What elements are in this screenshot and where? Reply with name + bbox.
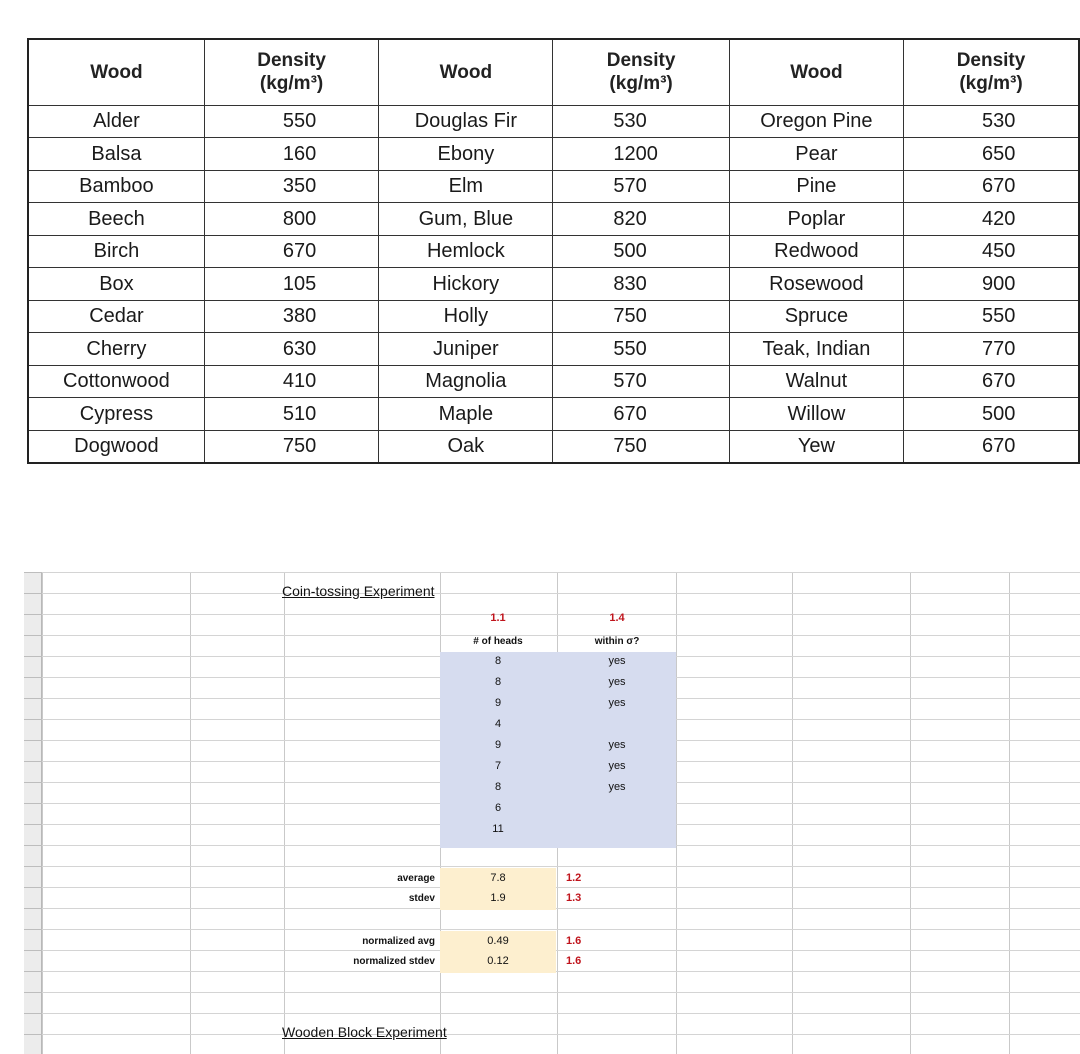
table-row [28, 333, 1079, 366]
wood-name: Bamboo [28, 170, 204, 203]
density-value: 450 [904, 235, 1079, 268]
grid-row-line [24, 572, 1080, 573]
heads-value: 11 [492, 823, 504, 835]
density-value: 410 [204, 365, 378, 398]
row-header-tick [24, 971, 42, 972]
heads-mark: 1.1 [490, 612, 506, 624]
wood-name: Cherry [28, 333, 204, 366]
within-sigma-value: yes [608, 760, 626, 772]
stat-value: 1.9 [490, 892, 506, 904]
stat-mark: 1.2 [566, 872, 582, 884]
table-row [28, 170, 1079, 203]
density-value: 1200 [553, 138, 729, 171]
row-header-tick [24, 1013, 42, 1014]
row-header-tick [24, 950, 42, 951]
wood-name: Maple [379, 398, 553, 431]
wood-name: Cypress [28, 398, 204, 431]
wood-name: Beech [28, 203, 204, 236]
density-value: 670 [904, 170, 1079, 203]
wood-name: Box [28, 268, 204, 301]
stat-label: average [397, 873, 435, 884]
grid-row-line [24, 1034, 1080, 1035]
wood-name: Oregon Pine [729, 105, 903, 138]
grid-column-line [190, 572, 191, 1054]
table-row [28, 105, 1079, 138]
heads-value: 9 [494, 739, 502, 751]
stat-mark: 1.6 [566, 935, 582, 947]
row-header-tick [24, 698, 42, 699]
grid-column-line [42, 572, 43, 1054]
header-wood-1: Wood [28, 39, 204, 105]
row-header-tick [24, 929, 42, 930]
density-value: 750 [204, 430, 378, 463]
within-sigma-value: yes [608, 655, 626, 667]
wood-name: Hemlock [379, 235, 553, 268]
grid-column-line [910, 572, 911, 1054]
wood-name: Dogwood [28, 430, 204, 463]
row-header-tick [24, 593, 42, 594]
density-value: 550 [553, 333, 729, 366]
wood-name: Spruce [729, 300, 903, 333]
wood-name: Poplar [729, 203, 903, 236]
density-value: 160 [204, 138, 378, 171]
density-value: 530 [553, 105, 729, 138]
stat-label: stdev [408, 893, 435, 904]
wood-name: Hickory [379, 268, 553, 301]
table-row [28, 268, 1079, 301]
wood-name: Walnut [729, 365, 903, 398]
within-sigma-value [558, 716, 676, 733]
density-value: 550 [204, 105, 378, 138]
heads-value: 7 [494, 760, 502, 772]
wood-name: Yew [729, 430, 903, 463]
wood-name: Alder [28, 105, 204, 138]
grid-column-line [284, 572, 285, 1054]
row-header-tick [24, 572, 42, 573]
within-sigma-value [558, 821, 676, 838]
table-row [28, 430, 1079, 463]
wood-name: Cottonwood [28, 365, 204, 398]
table-row [28, 235, 1079, 268]
density-value: 670 [553, 398, 729, 431]
grid-row-line [24, 929, 1080, 930]
within-mark: 1.4 [609, 612, 625, 624]
table-row [28, 398, 1079, 431]
row-header-tick [24, 740, 42, 741]
row-header-tick [24, 719, 42, 720]
wood-name: Rosewood [729, 268, 903, 301]
table-row [28, 365, 1079, 398]
within-sigma-value: yes [608, 781, 626, 793]
row-header-tick [24, 992, 42, 993]
grid-row-line [24, 593, 1080, 594]
density-value: 650 [904, 138, 1079, 171]
table-header-row [28, 39, 1079, 105]
wood-name: Pear [729, 138, 903, 171]
stat-label: normalized stdev [353, 956, 435, 967]
heads-value: 8 [494, 676, 502, 688]
grid-column-line [1009, 572, 1010, 1054]
header-density-1: Density (kg/m³) [204, 39, 378, 105]
density-value: 670 [904, 365, 1079, 398]
within-header: within σ? [594, 636, 640, 647]
wood-name: Gum, Blue [379, 203, 553, 236]
wood-name: Oak [379, 430, 553, 463]
row-header-tick [24, 761, 42, 762]
row-header-tick [24, 1034, 42, 1035]
heads-value: 8 [494, 781, 502, 793]
row-header-tick [24, 824, 42, 825]
stat-value: 0.49 [487, 935, 509, 947]
heads-value: 4 [494, 718, 502, 730]
wood-name: Teak, Indian [729, 333, 903, 366]
stat-value: 7.8 [490, 872, 506, 884]
wood-name: Willow [729, 398, 903, 431]
table-row [28, 138, 1079, 171]
row-header-tick [24, 887, 42, 888]
grid-row-line [24, 1013, 1080, 1014]
heads-value: 6 [494, 802, 502, 814]
header-density-3: Density (kg/m³) [904, 39, 1079, 105]
row-header-tick [24, 656, 42, 657]
density-value: 750 [553, 430, 729, 463]
within-sigma-value [558, 800, 676, 817]
stat-label: normalized avg [362, 936, 435, 947]
row-header-tick [24, 803, 42, 804]
stat-mark: 1.3 [566, 892, 582, 904]
coin-tossing-title: Coin-tossing Experiment [282, 583, 435, 599]
header-wood-2: Wood [379, 39, 553, 105]
table-row [28, 203, 1079, 236]
within-sigma-value: yes [608, 739, 626, 751]
row-header-tick [24, 845, 42, 846]
density-value: 500 [904, 398, 1079, 431]
row-header-tick [24, 908, 42, 909]
grid-column-line [676, 572, 677, 1054]
header-density-2: Density (kg/m³) [553, 39, 729, 105]
grid-column-line [792, 572, 793, 1054]
row-header-tick [24, 635, 42, 636]
wood-name: Juniper [379, 333, 553, 366]
wood-name: Douglas Fir [379, 105, 553, 138]
within-sigma-value: yes [608, 676, 626, 688]
wood-name: Magnolia [379, 365, 553, 398]
wood-name: Cedar [28, 300, 204, 333]
row-header-tick [24, 614, 42, 615]
heads-header: # of heads [473, 636, 523, 647]
stat-mark: 1.6 [566, 955, 582, 967]
wood-name: Redwood [729, 235, 903, 268]
header-wood-3: Wood [729, 39, 903, 105]
grid-row-line [24, 866, 1080, 867]
density-value: 420 [904, 203, 1079, 236]
heads-value: 8 [494, 655, 502, 667]
wood-name: Birch [28, 235, 204, 268]
table-row [28, 300, 1079, 333]
heads-value: 9 [494, 697, 502, 709]
density-value: 570 [553, 170, 729, 203]
density-value: 670 [904, 430, 1079, 463]
density-value: 750 [553, 300, 729, 333]
within-sigma-value: yes [608, 697, 626, 709]
row-header [24, 572, 42, 1054]
wood-name: Pine [729, 170, 903, 203]
wood-name: Elm [379, 170, 553, 203]
density-value: 350 [204, 170, 378, 203]
density-value: 900 [904, 268, 1079, 301]
density-value: 770 [904, 333, 1079, 366]
row-header-tick [24, 866, 42, 867]
density-value: 830 [553, 268, 729, 301]
density-value: 820 [553, 203, 729, 236]
wooden-block-title: Wooden Block Experiment [282, 1024, 447, 1040]
wood-name: Ebony [379, 138, 553, 171]
row-header-tick [24, 782, 42, 783]
stat-value: 0.12 [487, 955, 509, 967]
row-header-tick [24, 677, 42, 678]
density-value: 570 [553, 365, 729, 398]
density-value: 800 [204, 203, 378, 236]
density-value: 550 [904, 300, 1079, 333]
grid-row-line [24, 992, 1080, 993]
density-value: 530 [904, 105, 1079, 138]
density-value: 670 [204, 235, 378, 268]
density-value: 380 [204, 300, 378, 333]
wood-name: Holly [379, 300, 553, 333]
spreadsheet [24, 572, 1080, 1054]
wood-density-table [27, 38, 1080, 464]
density-value: 510 [204, 398, 378, 431]
density-value: 630 [204, 333, 378, 366]
density-value: 500 [553, 235, 729, 268]
density-value: 105 [204, 268, 378, 301]
wood-name: Balsa [28, 138, 204, 171]
